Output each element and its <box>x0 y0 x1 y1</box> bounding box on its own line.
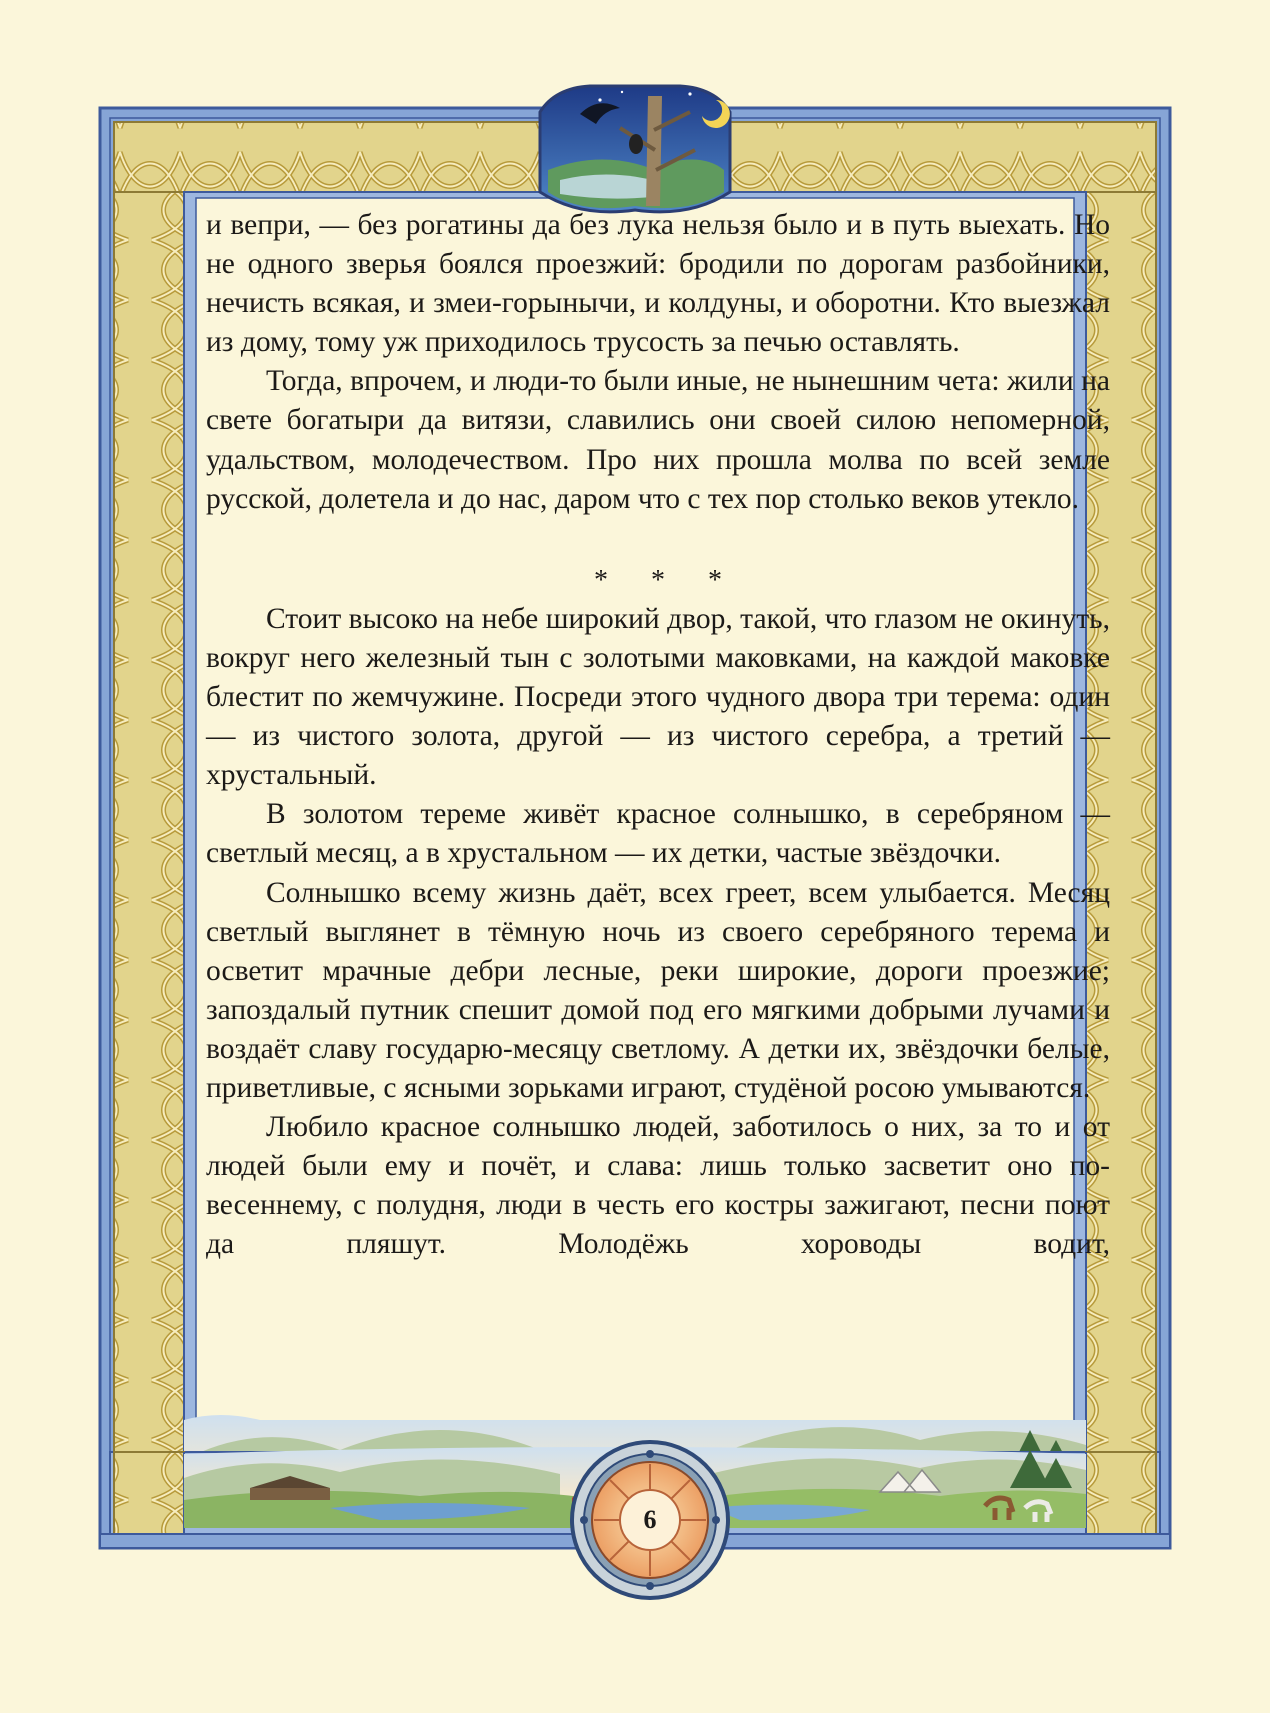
paragraph-5: Солнышко всему жизнь даёт, всех греет, всем улыбается. Месяц светлый выглянет в тёмную ночь из своего серебряного терема и осветит мрачные дебри лесные, реки широкие, дороги проезжие; запоздалый путник спешит домой под его мягкими добрыми лучами и воздаёт славу государю-месяцу светлому. А детки их, звёздочки белые, приветливые, с ясными зорьками играют, студёной росою умываются. <box>206 876 1110 1104</box>
paragraph-2: Тогда, впрочем, и люди-то были иные, не нынешним чета: жили на свете богатыри да витязи, славились они своей силою непомерной, удальством, молодечеством. Про них прошла молва по всей земле русской, долетела и до нас, даром что с тех пор столько веков утекло. <box>206 365 1110 515</box>
page-number: 6 <box>643 1505 657 1534</box>
paragraph-3: Стоит высоко на небе широкий двор, такой, что глазом не окинуть, вокруг него железный тын с золотыми маковками, на каждой маковке блестит по жемчужине. Посреди этого чудного двора три терема: один — из чистого золота, другой — из чистого серебра, а третий — хрустальный. <box>206 602 1110 792</box>
night-scene-vignette <box>540 86 730 212</box>
paragraph-1: и вепри, — без рогатины да без лука нельзя было и в путь выехать. Но не одного зверья боялся проезжий: бродили по дорогам разбойники, нечисть всякая, и змеи-горынычи, и колдуны, и оборотни. Кто выезжал из дому, тому уж приходилось трусость за печью оставлять. <box>206 209 1110 359</box>
page-text <box>206 206 1110 1456</box>
paragraph-6: Любило красное солнышко людей, заботилось о них, за то и от людей были ему и почёт, и слава: лишь только засветит оно по-весеннему, с полудня, люди в честь его костры зажигают, песни поют да пляшут. Молодёжь хороводы водит, <box>206 1111 1110 1261</box>
paragraph-4: В золотом тереме живёт красное солнышко, в серебряном — светлый месяц, а в хрустальном — их детки, частые звёздочки. <box>206 798 1110 870</box>
section-separator: * * * <box>594 564 740 596</box>
